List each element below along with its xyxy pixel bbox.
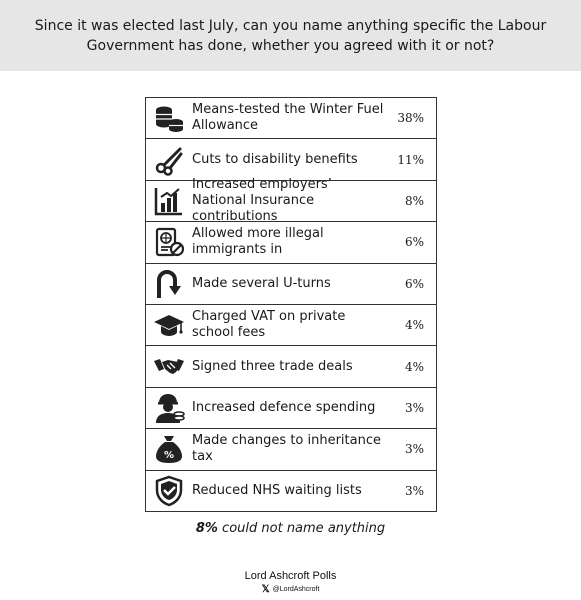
soldier-icon [146,388,192,428]
row-label: Signed three trade deals [192,358,353,374]
handshake-icon [146,346,192,386]
bar-chart-icon [146,181,192,221]
table-row [146,429,436,470]
table-row [146,471,436,512]
row-label: Made changes to inheritance tax [192,433,381,465]
footnote [0,521,581,536]
shield-check-icon [146,471,192,512]
row-label: Means-tested the Winter Fuel Allowance [192,102,384,134]
social-handle-row [0,584,581,595]
table-row [146,139,436,180]
social-handle: @LordAshcroft [272,586,320,593]
table-row [146,388,436,429]
row-value: 11% [397,152,424,167]
table-row [146,305,436,346]
table-row [146,177,436,224]
row-label: Increased employers’ National Insurance contributions [192,177,332,224]
row-value: 6% [404,235,424,250]
coins-icon [146,98,192,138]
table-row [146,264,436,305]
row-label: Made several U-turns [192,275,331,291]
passport-icon [146,222,192,262]
svg-text:%: % [163,450,175,462]
table-row [146,98,436,139]
table-row [146,346,436,387]
x-logo-icon: 𝕏 [261,584,270,595]
question-header [0,0,581,71]
row-label: Allowed more illegal immigrants in [192,226,324,258]
row-value: 3% [404,400,424,415]
row-value: 4% [404,359,424,374]
table-row [146,222,436,263]
scissors-icon [146,139,192,179]
row-label: Charged VAT on private school fees [192,309,346,341]
row-label: Cuts to disability benefits [192,151,358,167]
graduation-cap-icon [146,305,192,345]
row-value: 6% [404,276,424,291]
footnote-text: could not name anything [217,521,386,536]
row-value: 3% [404,442,424,457]
row-value: 3% [404,484,424,499]
money-bag-icon [146,429,192,469]
row-value: 8% [404,193,424,208]
footnote-percent: 8% [195,521,218,536]
brand-name: Lord Ashcroft Polls [244,570,337,582]
row-label: Reduced NHS waiting lists [192,483,362,499]
question-text: Since it was elected last July, can you name anything specific the Labour Government has done, whether you agreed with it or not? [34,17,547,54]
row-label: Increased defence spending [192,399,376,415]
row-value: 38% [397,111,424,126]
u-turn-icon [146,264,192,304]
row-value: 4% [404,318,424,333]
results-table [145,97,437,512]
